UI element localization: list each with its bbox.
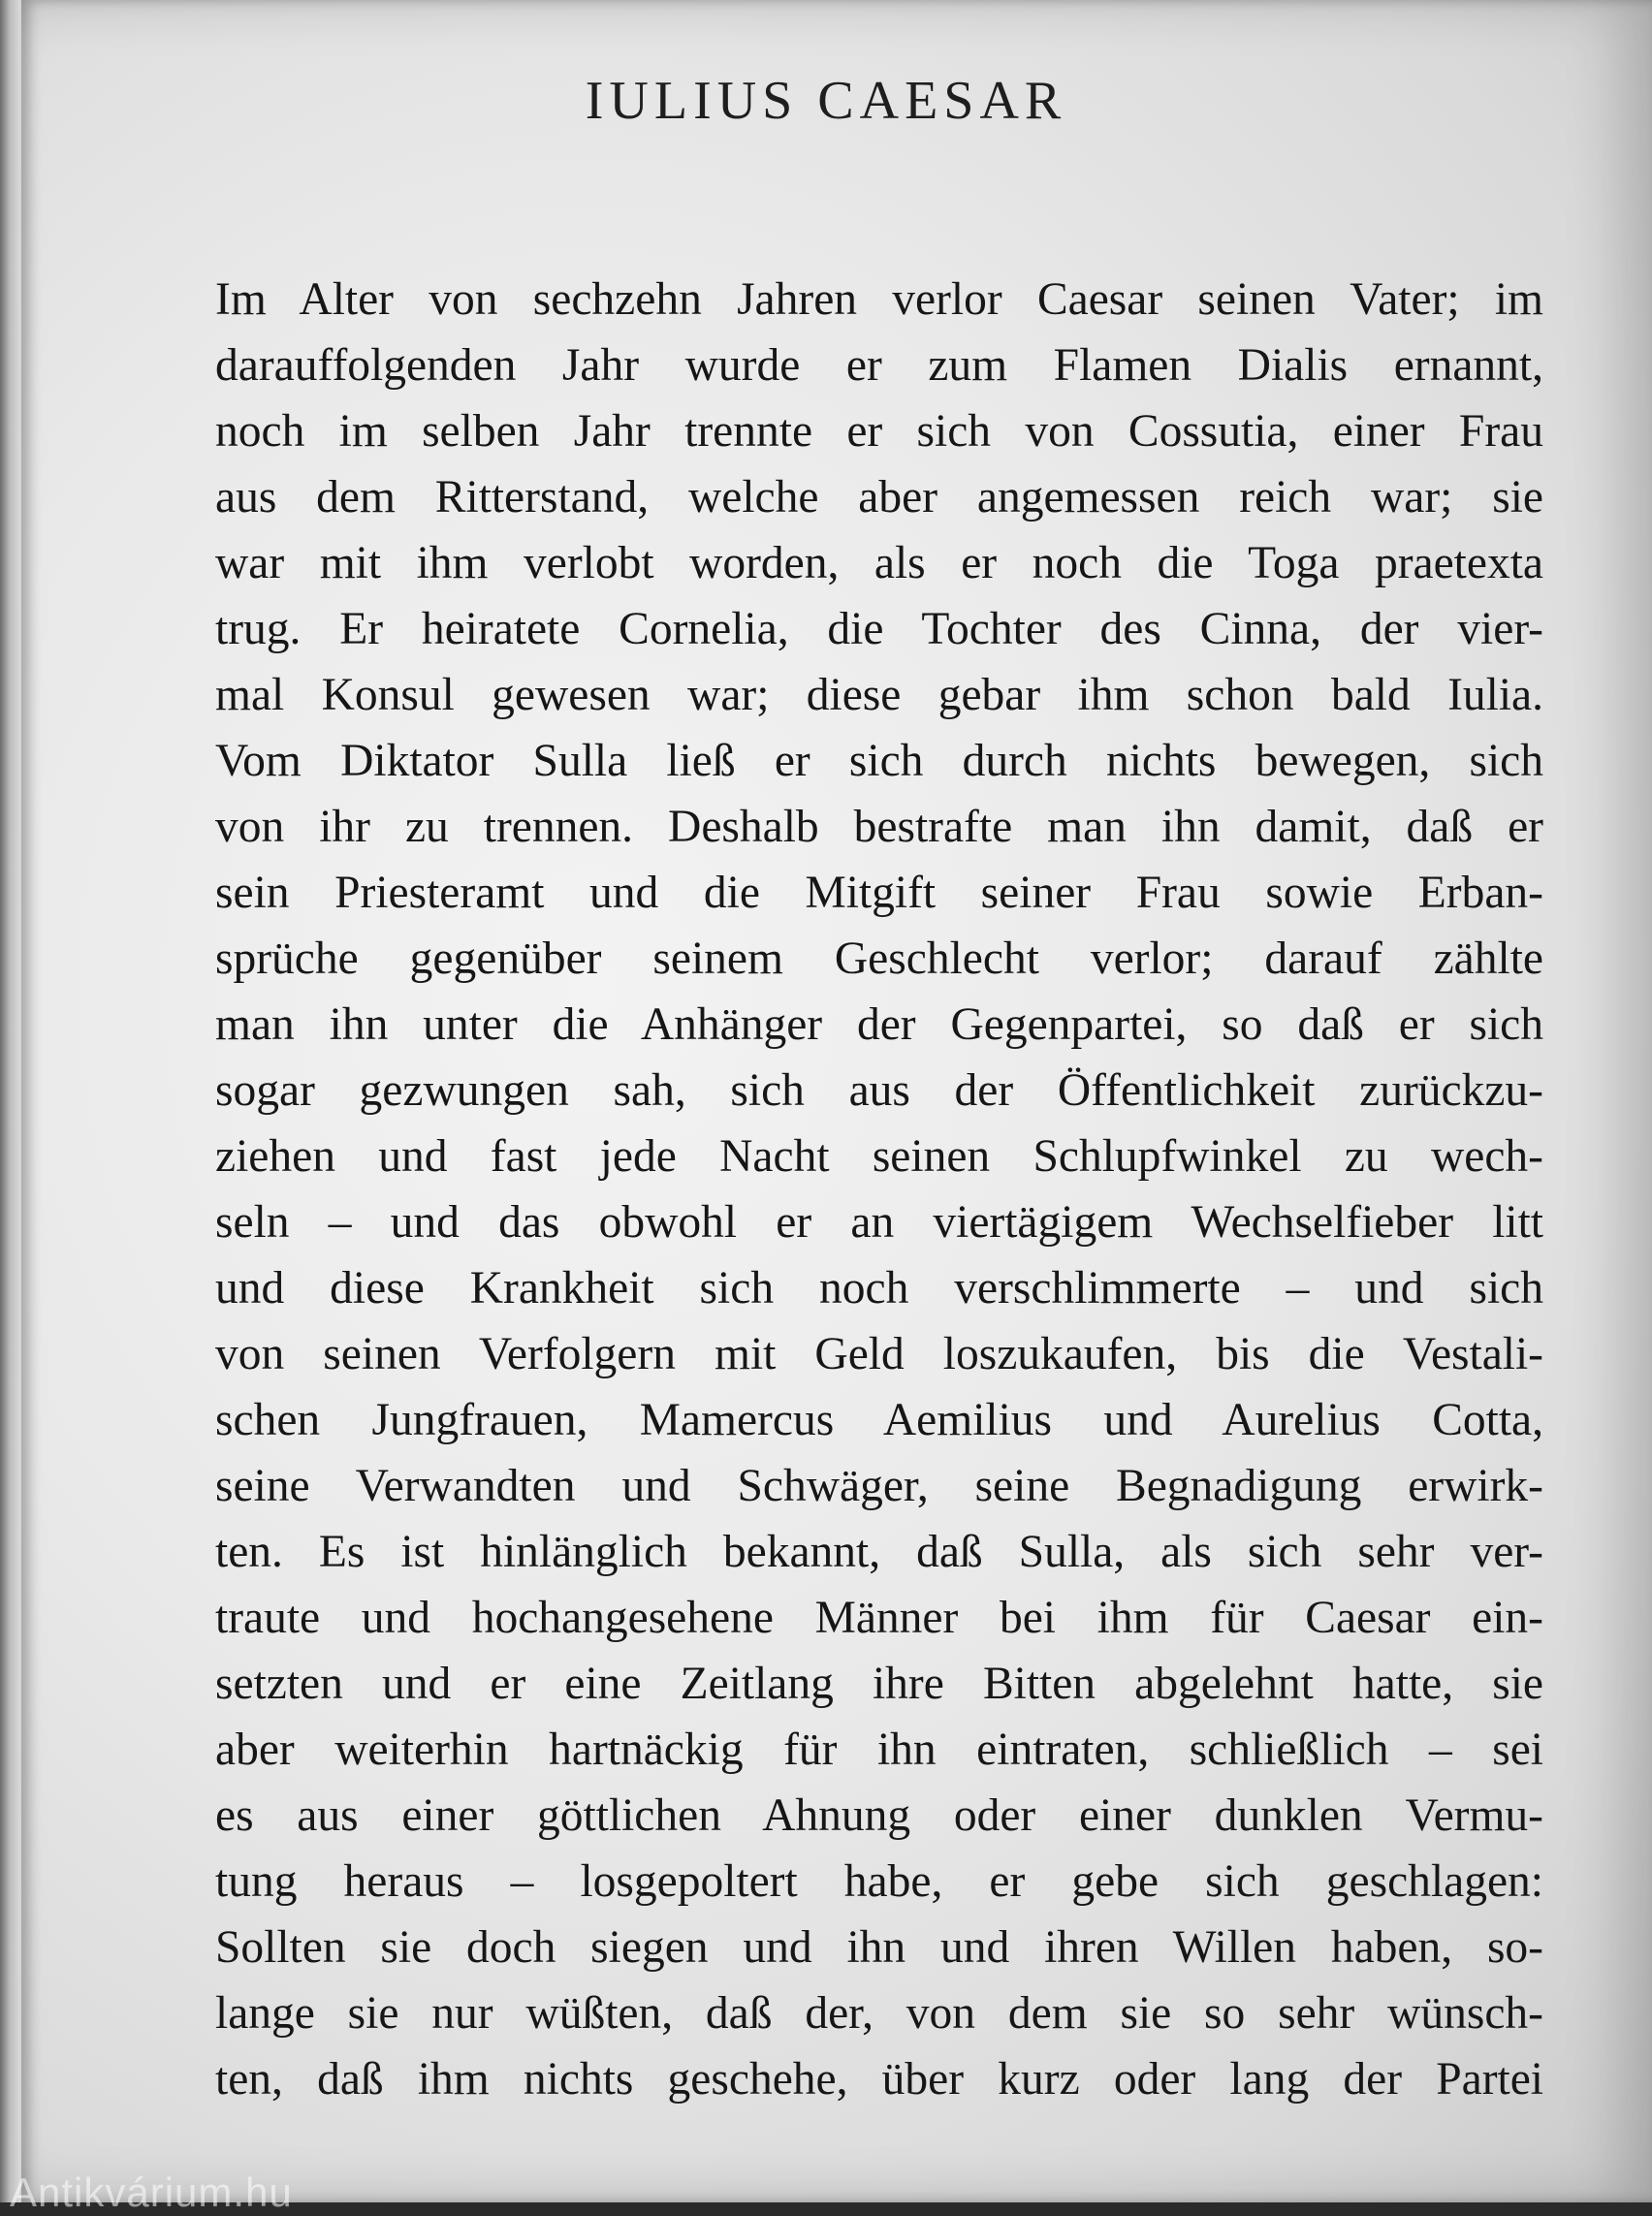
- text-line: Sollten sie doch siegen und ihn und ihren Willen haben, so-: [215, 1922, 1543, 1973]
- watermark: Antikvárium.hu: [10, 2169, 293, 2215]
- text-line: und diese Krankheit sich noch verschlimmerte – und sich: [215, 1263, 1543, 1314]
- text-line: war mit ihm verlobt worden, als er noch die Toga praetexta: [215, 538, 1543, 588]
- text-line: setzten und er eine Zeitlang ihre Bitten abgelehnt hatte, sie: [215, 1659, 1543, 1709]
- text-line: lange sie nur wüßten, daß der, von dem sie so sehr wünsch-: [215, 1988, 1543, 2039]
- text-line: ten, daß ihm nichts geschehe, über kurz oder lang der Partei: [215, 2054, 1543, 2105]
- text-line: aus dem Ritterstand, welche aber angemessen reich war; sie: [215, 472, 1543, 522]
- text-line: darauffolgenden Jahr wurde er zum Flamen Dialis ernannt,: [215, 340, 1543, 391]
- text-line: sein Priesteramt und die Mitgift seiner Frau sowie Erban-: [215, 868, 1543, 918]
- text-line: sprüche gegenüber seinem Geschlecht verlor; darauf zählte: [215, 934, 1543, 984]
- text-line: Vom Diktator Sulla ließ er sich durch nichts bewegen, sich: [215, 736, 1543, 786]
- text-line: seine Verwandten und Schwäger, seine Begnadigung erwirk-: [215, 1461, 1543, 1511]
- text-line: sogar gezwungen sah, sich aus der Öffentlichkeit zurückzu-: [215, 1065, 1543, 1116]
- text-line: traute und hochangesehene Männer bei ihm für Caesar ein-: [215, 1593, 1543, 1643]
- text-line: mal Konsul gewesen war; diese gebar ihm schon bald Iulia.: [215, 670, 1543, 720]
- text-line: ten. Es ist hinlänglich bekannt, daß Sulla, als sich sehr ver-: [215, 1527, 1543, 1577]
- text-line: es aus einer göttlichen Ahnung oder einer dunklen Vermu-: [215, 1790, 1543, 1841]
- text-line: tung heraus – losgepoltert habe, er gebe sich geschlagen:: [215, 1856, 1543, 1907]
- text-line: Im Alter von sechzehn Jahren verlor Caesar seinen Vater; im: [215, 274, 1543, 325]
- text-line: schen Jungfrauen, Mamercus Aemilius und Aurelius Cotta,: [215, 1395, 1543, 1445]
- text-line: seln – und das obwohl er an viertägigem Wechselfieber litt: [215, 1197, 1543, 1248]
- running-title: IULIUS CAESAR: [585, 71, 1067, 131]
- text-line: ziehen und fast jede Nacht seinen Schlupfwinkel zu wech-: [215, 1131, 1543, 1182]
- text-line: aber weiterhin hartnäckig für ihn eintraten, schließlich – sei: [215, 1725, 1543, 1775]
- text-line: trug. Er heiratete Cornelia, die Tochter des Cinna, der vier-: [215, 604, 1543, 654]
- text-line: von seinen Verfolgern mit Geld loszukaufen, bis die Vestali-: [215, 1329, 1543, 1379]
- text-line: man ihn unter die Anhänger der Gegenpartei, so daß er sich: [215, 999, 1543, 1050]
- text-line: noch im selben Jahr trennte er sich von Cossutia, einer Frau: [215, 406, 1543, 457]
- text-line: von ihr zu trennen. Deshalb bestrafte man ihn damit, daß er: [215, 802, 1543, 852]
- body-text: [215, 267, 1543, 2112]
